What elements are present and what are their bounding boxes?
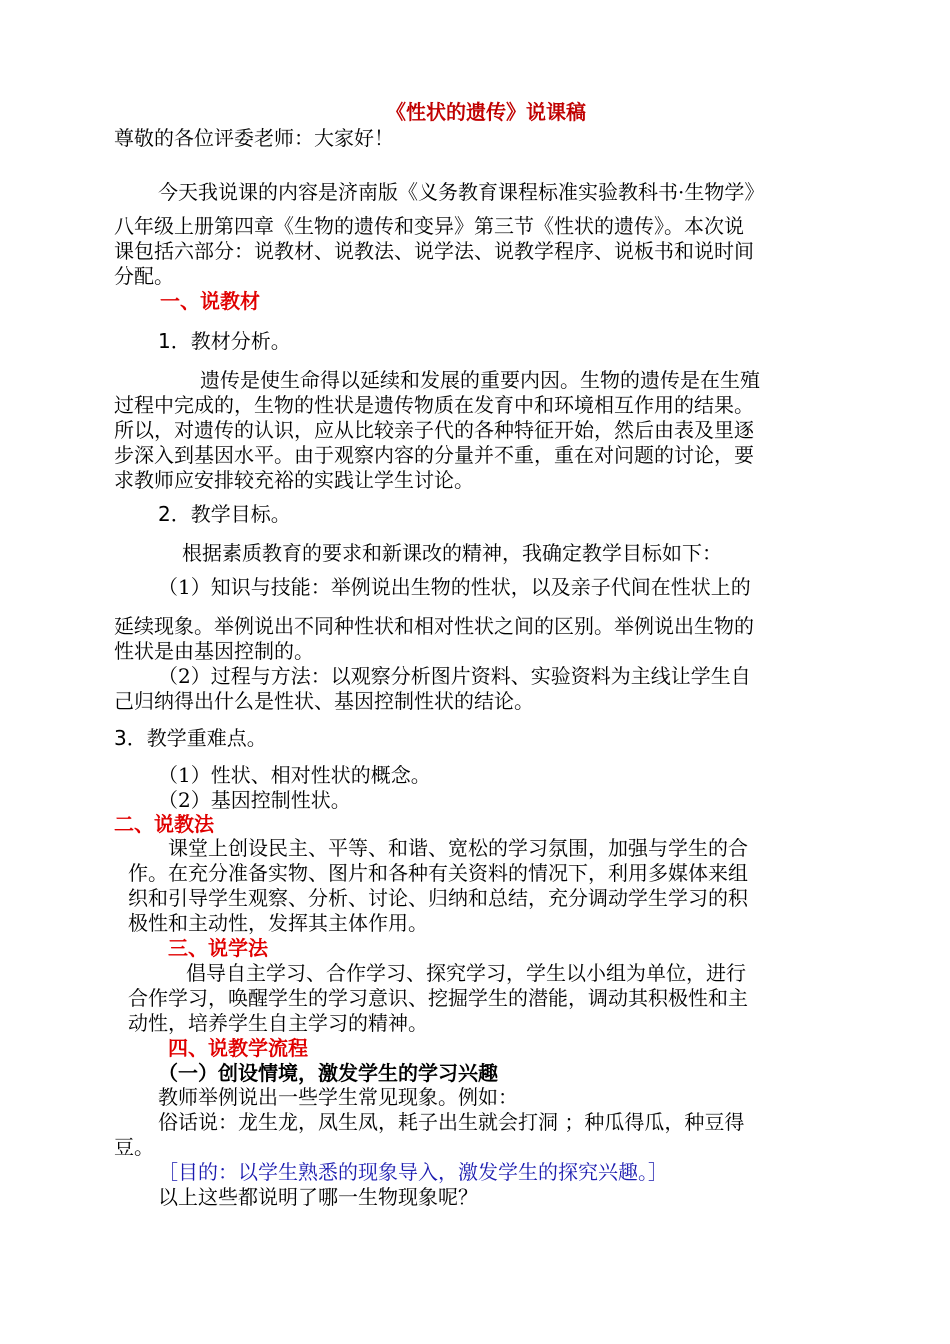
- item-heading: [158, 329, 291, 353]
- item-label: 教学目标。: [190, 502, 291, 526]
- section-heading-teaching-process: 四、说教学流程: [168, 1036, 308, 1060]
- paragraph-line: 豆。: [114, 1135, 154, 1159]
- goal-line: （1）知识与技能：举例说出生物的性状，以及亲子代间在性状上的: [158, 575, 751, 599]
- paragraph-line: 根据素质教育的要求和新课改的精神，我确定教学目标如下：: [182, 541, 722, 565]
- key-point: （1）性状、相对性状的概念。: [158, 763, 431, 787]
- paragraph-line: 俗话说：龙生龙，凤生凤，耗子出生就会打洞 ；种瓜得瓜，种豆得: [158, 1110, 745, 1134]
- goal-line: 性状是由基因控制的。: [114, 639, 314, 663]
- paragraph-line: 合作学习，唤醒学生的学习意识、挖掘学生的潜能，调动其积极性和主: [128, 986, 748, 1010]
- paragraph-line: 织和引导学生观察、分析、讨论、归纳和总结，充分调动学生学习的积: [128, 886, 748, 910]
- item-number: 2．: [158, 502, 191, 526]
- paragraph-line: 动性，培养学生自主学习的精神。: [128, 1011, 428, 1035]
- question-line: 以上这些都说明了哪一生物现象呢？: [158, 1185, 478, 1209]
- goal-line: 己归纳得出什么是性状、基因控制性状的结论。: [114, 689, 534, 713]
- item-number: 3．: [114, 726, 147, 750]
- paragraph-line: 极性和主动性，发挥其主体作用。: [128, 911, 428, 935]
- paragraph-line: 步深入到基因水平。由于观察内容的分量并不重，重在对问题的讨论，要: [114, 443, 754, 467]
- item-heading: [114, 726, 267, 750]
- item-number: 1．: [158, 329, 191, 353]
- item-heading: [158, 502, 291, 526]
- purpose-note: ［目的：以学生熟悉的现象导入，激发学生的探究兴趣。］: [158, 1160, 668, 1184]
- section-heading-teaching-method: 二、说教法: [114, 812, 214, 836]
- intro-line: 课包括六部分：说教材、说教法、说学法、说教学程序、说板书和说时间: [114, 239, 754, 263]
- paragraph-line: 作。在充分准备实物、图片和各种有关资料的情况下，利用多媒体来组: [128, 861, 748, 885]
- paragraph-line: 遗传是使生命得以延续和发展的重要内因。生物的遗传是在生殖: [200, 368, 760, 392]
- goal-line: （2）过程与方法：以观察分析图片资料、实验资料为主线让学生自: [158, 664, 751, 688]
- intro-line: 分配。: [114, 264, 174, 288]
- section-heading-learning-method: 三、说学法: [168, 936, 268, 960]
- section-heading-textbook: 一、说教材: [160, 289, 260, 313]
- intro-line: 八年级上册第四章《生物的遗传和变异》第三节《性状的遗传》。本次说: [114, 214, 744, 238]
- item-label: 教学重难点。: [146, 726, 267, 750]
- paragraph-line: 教师举例说出一些学生常见现象。例如：: [158, 1085, 518, 1109]
- intro-line: 今天我说课的内容是济南版《义务教育课程标准实验教科书·生物学》: [158, 180, 765, 204]
- paragraph-line: 求教师应安排较充裕的实践让学生讨论。: [114, 468, 474, 492]
- subsection-heading: （一）创设情境，激发学生的学习兴趣: [158, 1061, 498, 1085]
- paragraph-line: 过程中完成的，生物的性状是遗传物质在发育中和环境相互作用的结果。: [114, 393, 754, 417]
- item-label: 教材分析。: [190, 329, 291, 353]
- paragraph-line: 倡导自主学习、合作学习、探究学习，学生以小组为单位，进行: [186, 961, 746, 985]
- document-title: 《性状的遗传》说课稿: [386, 100, 586, 124]
- greeting: 尊敬的各位评委老师：大家好！: [114, 126, 394, 150]
- goal-line: 延续现象。举例说出不同种性状和相对性状之间的区别。举例说出生物的: [114, 614, 754, 638]
- key-point: （2）基因控制性状。: [158, 788, 351, 812]
- paragraph-line: 课堂上创设民主、平等、和谐、宽松的学习氛围，加强与学生的合: [168, 836, 748, 860]
- paragraph-line: 所以，对遗传的认识，应从比较亲子代的各种特征开始，然后由表及里逐: [114, 418, 754, 442]
